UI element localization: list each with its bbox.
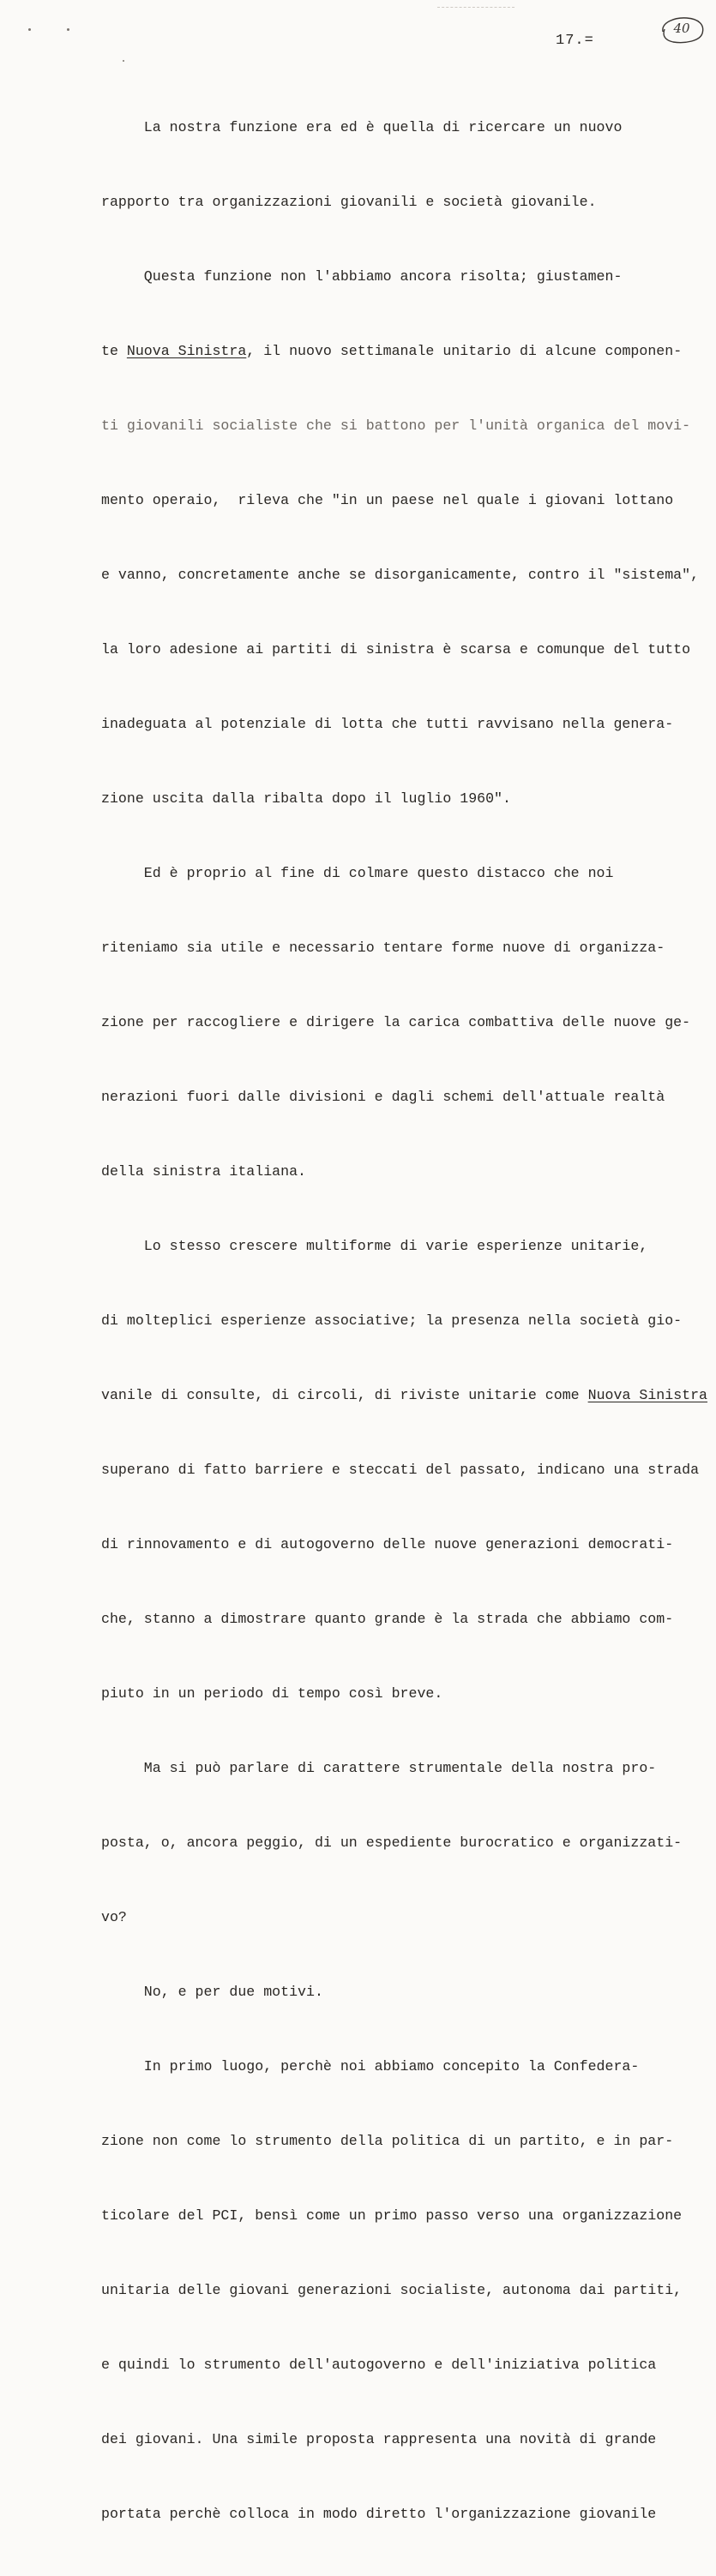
scan-speck	[67, 28, 69, 31]
text-line: Ed è proprio al fine di colmare questo distacco che noi	[101, 865, 614, 881]
text-line: superano di fatto barriere e steccati del passato, indicano una strada	[101, 1462, 700, 1478]
text-line: unitaria delle giovani generazioni socialiste, autonoma dai partiti,	[101, 2282, 683, 2298]
text-line: che, stanno a dimostrare quanto grande è la strada che abbiamo com-	[101, 1611, 674, 1627]
text-line: Questa funzione non l'abbiamo ancora risolta; giustamen-	[101, 268, 623, 285]
text-line: e quindi lo strumento dell'autogoverno e dell'iniziativa politica	[101, 2357, 657, 2373]
text-line: riteniamo sia utile e necessario tentare forme nuove di organizza-	[101, 940, 665, 956]
text-line: zione per raccogliere e dirigere la carica combattiva delle nuove ge-	[101, 1014, 691, 1030]
text-line: zione non come lo strumento della politica di un partito, e in par-	[101, 2133, 674, 2149]
text-line: zione uscita dalla ribalta dopo il luglio 1960".	[101, 790, 511, 807]
text-line: di rinnovamento e di autogoverno delle nuove generazioni democrati-	[101, 1536, 674, 1552]
publication-title: Nuova Sinistra	[587, 1387, 708, 1403]
text-line: ticolare del PCI, bensì come un primo passo verso una organizzazione	[101, 2207, 683, 2224]
text-line: inadeguata al potenziale di lotta che tutti ravvisano nella genera-	[101, 716, 674, 732]
text-fragment: vanile di consulte, di circoli, di riviste unitarie come	[101, 1387, 588, 1403]
scan-speck	[28, 28, 31, 31]
text-line: posta, o, ancora peggio, di un espediente burocratico e organizzati-	[101, 1834, 683, 1851]
scan-artifact-line	[437, 7, 514, 8]
text-fragment: , il nuovo settimanale unitario di alcune componen-	[246, 343, 683, 359]
page-number: 17.=	[556, 33, 594, 49]
text-line: della sinistra italiana.	[101, 1163, 306, 1180]
text-line: No, e per due motivi.	[101, 1984, 323, 2000]
text-line: la loro adesione ai partiti di sinistra è scarsa e comunque del tutto	[101, 641, 691, 658]
text-line	[101, 339, 684, 363]
archive-stamp-number: 40	[673, 21, 690, 36]
text-line: ti giovanili socialiste che si battono per l'unità organica del movi-	[101, 417, 691, 434]
text-line: La nostra funzione era ed è quella di ricercare un nuovo	[101, 119, 623, 135]
text-line: mento operaio, rileva che "in un paese nel quale i giovani lottano	[101, 492, 674, 508]
text-fragment: te	[101, 343, 127, 359]
archive-stamp	[656, 15, 707, 45]
text-line: e vanno, concretamente anche se disorganicamente, contro il "sistema",	[101, 567, 700, 583]
scan-speck	[123, 60, 124, 62]
text-line: portata perchè colloca in modo diretto l'organizzazione giovanile	[101, 2506, 657, 2522]
text-line: vo?	[101, 1909, 127, 1925]
publication-title: Nuova Sinistra	[126, 343, 247, 359]
text-line: nerazioni fuori dalle divisioni e dagli schemi dell'attuale realtà	[101, 1089, 665, 1105]
text-line: di molteplici esperienze associative; la presenza nella società gio-	[101, 1312, 683, 1329]
text-line: rapporto tra organizzazioni giovanili e società giovanile.	[101, 194, 597, 210]
text-line: Lo stesso crescere multiforme di varie esperienze unitarie,	[101, 1238, 648, 1254]
text-line: In primo luogo, perchè noi abbiamo concepito la Confedera-	[101, 2058, 640, 2075]
text-line: dei giovani. Una simile proposta rappresenta una novità di grande	[101, 2431, 657, 2447]
text-line	[101, 1383, 708, 1408]
document-body	[101, 65, 708, 2576]
text-line: Ma si può parlare di carattere strumentale della nostra pro-	[101, 1760, 657, 1776]
text-line: piuto in un periodo di tempo così breve.	[101, 1685, 443, 1702]
